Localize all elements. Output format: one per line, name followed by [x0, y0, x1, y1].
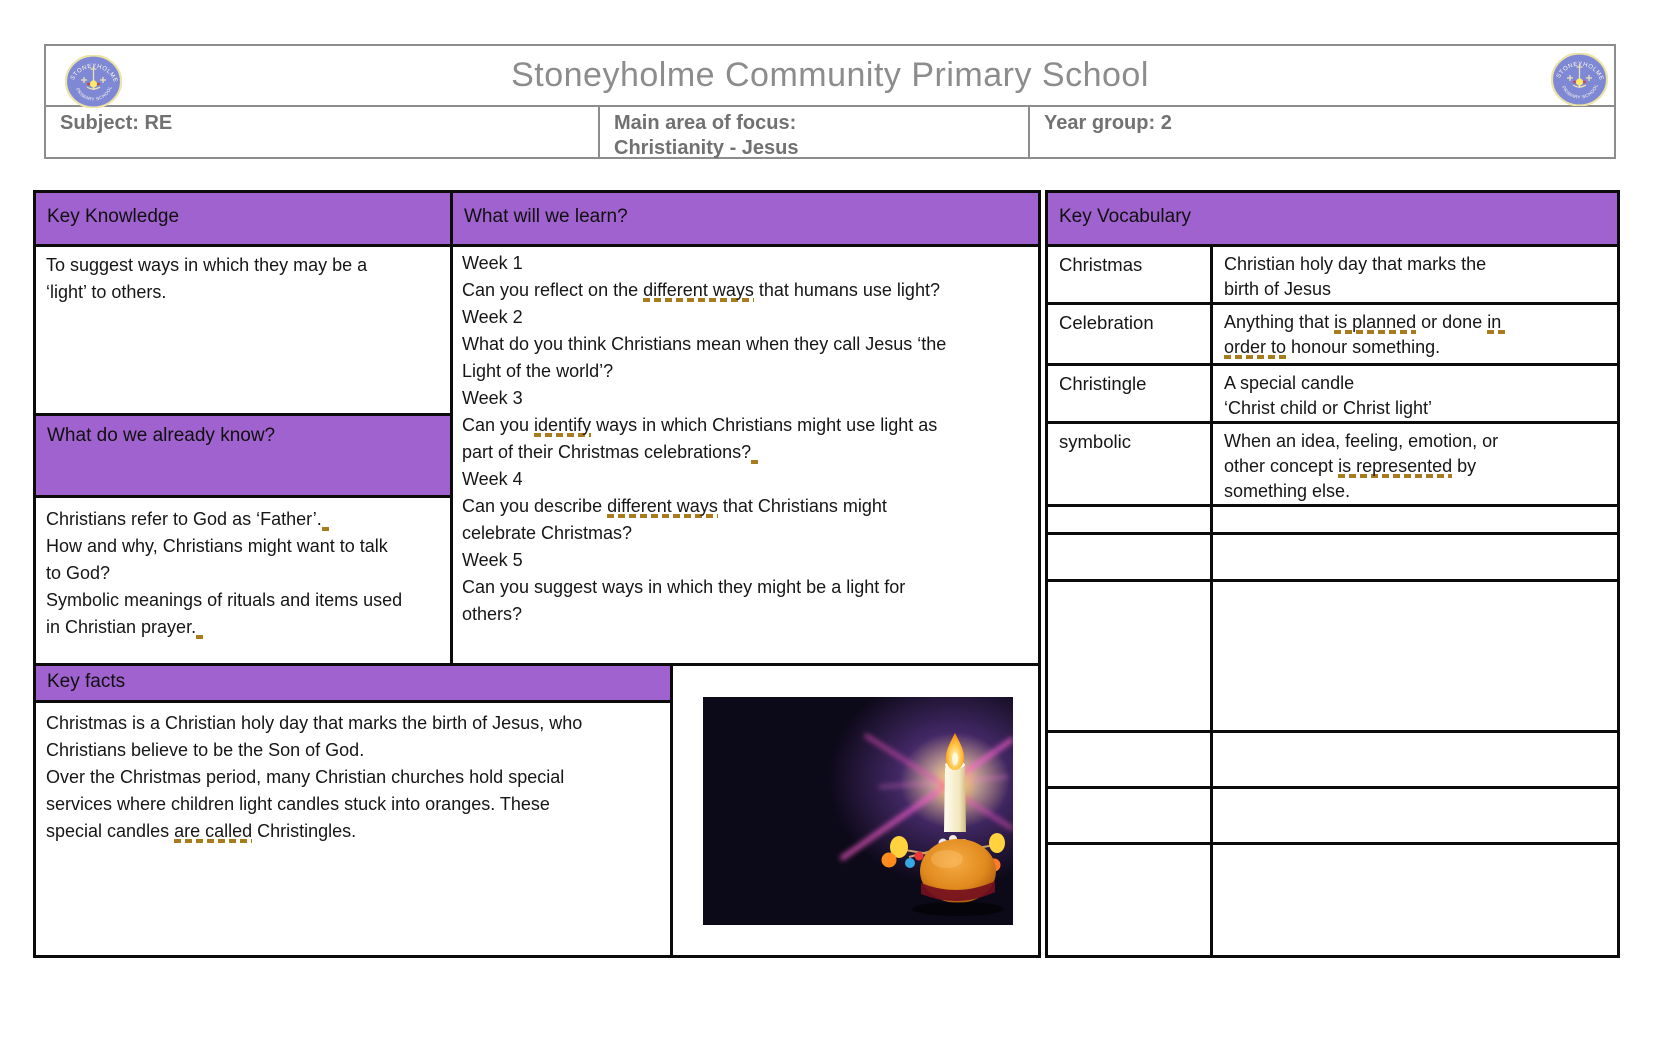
- grammar-dash-underline: different ways: [607, 496, 718, 516]
- text-line: Christians refer to God as ‘Father’.: [46, 506, 444, 533]
- text-line: Over the Christmas period, many Christian churches hold special: [46, 767, 565, 787]
- text-line: Light of the world’?: [462, 361, 614, 381]
- grammar-dash-underline: [322, 509, 332, 531]
- text-line: Symbolic meanings of rituals and items used: [46, 590, 403, 610]
- text-line: To suggest ways in which they may be a: [46, 255, 368, 275]
- grammar-dash-underline: is represented: [1338, 456, 1453, 476]
- text-line: Can you identify ways in which Christians might use light as: [462, 415, 938, 435]
- key-knowledge-header: Key Knowledge: [36, 193, 450, 244]
- vocab-rows: [1048, 244, 1617, 955]
- grammar-dash-underline: [751, 442, 761, 464]
- text-line: in Christian prayer.: [46, 614, 444, 641]
- christingle-image: [703, 697, 1013, 925]
- text-line: Week 5: [462, 550, 523, 570]
- text-line: Can you describe different ways that Christians might: [462, 496, 887, 516]
- vocab-definition: [1210, 535, 1617, 579]
- vocab-row-empty: [1048, 532, 1617, 579]
- svg-text:PRIMARY SCHOOL: PRIMARY SCHOOL: [74, 85, 113, 102]
- text-line: to God?: [46, 563, 111, 583]
- year-group-cell: Year group: 2: [1044, 112, 1172, 134]
- vocab-row-empty: [1048, 579, 1617, 730]
- text-line: part of their Christmas celebrations?: [462, 439, 1034, 466]
- vocab-row-empty: [1048, 730, 1617, 786]
- school-logo-right-icon: [1551, 53, 1608, 106]
- svg-text:STONEYHOLME: STONEYHOLME: [69, 63, 119, 84]
- vocab-term: [1048, 733, 1210, 786]
- text-line: Anything that is planned or done in: [1224, 312, 1507, 332]
- svg-text:STONEYHOLME: STONEYHOLME: [1555, 61, 1605, 82]
- vocab-header: Key Vocabulary: [1048, 193, 1617, 244]
- vocab-term: [1048, 535, 1210, 579]
- key-facts-body: [46, 710, 664, 845]
- header-meta-row: [46, 107, 1614, 157]
- school-name-title: Stoneyholme Community Primary School: [511, 56, 1149, 94]
- vocab-definition: [1210, 845, 1617, 955]
- vocab-row-empty: [1048, 842, 1617, 955]
- svg-text:PRIMARY SCHOOL: PRIMARY SCHOOL: [1560, 83, 1599, 100]
- vocab-term: [1048, 789, 1210, 842]
- text-line: Can you suggest ways in which they might be a light for: [462, 577, 906, 597]
- vocab-definition: [1210, 789, 1617, 842]
- text-line: Christians believe to be the Son of God.: [46, 740, 365, 760]
- table-border-col2: [1038, 190, 1041, 958]
- vocab-row: [1048, 244, 1617, 302]
- text-line: ‘light’ to others.: [46, 282, 167, 302]
- text-line: special candles are called Christingles.: [46, 821, 357, 841]
- focus-label: Main area of focus:: [614, 112, 797, 134]
- text-line: birth of Jesus: [1224, 279, 1332, 299]
- header-table: [44, 44, 1616, 159]
- already-know-header: What do we already know?: [36, 416, 450, 495]
- key-knowledge-body: [46, 252, 442, 306]
- vocab-definition: [1210, 366, 1617, 421]
- learn-header: What will we learn?: [453, 193, 1038, 244]
- vocab-definition: [1210, 247, 1617, 302]
- subject-cell: Subject: RE: [46, 107, 600, 157]
- vocab-term: [1048, 582, 1210, 730]
- text-line: others?: [462, 604, 523, 624]
- vocab-term: Christingle: [1059, 373, 1147, 394]
- vocab-definition: [1210, 424, 1617, 504]
- vocab-term: [1048, 507, 1210, 532]
- already-know-body: [46, 506, 444, 641]
- text-line: something else.: [1224, 481, 1351, 501]
- table-border-keyfacts-bottom: [33, 700, 673, 703]
- vocab-definition: [1210, 305, 1617, 363]
- table-border-know-bottom: [33, 495, 453, 498]
- vocab-row-empty: [1048, 786, 1617, 842]
- text-line: Week 4: [462, 469, 523, 489]
- key-facts-header: Key facts: [36, 666, 670, 700]
- vocab-definition: [1210, 582, 1617, 730]
- vocab-term: Celebration: [1059, 312, 1154, 333]
- focus-value: Christianity - Jesus: [614, 137, 799, 159]
- table-border-left: [33, 190, 36, 958]
- text-line: celebrate Christmas?: [462, 523, 633, 543]
- vocab-row: [1048, 363, 1617, 421]
- table-border-keyfacts-right: [670, 663, 673, 958]
- text-line: services where children light candles stuck into oranges. These: [46, 794, 550, 814]
- text-line: Can you reflect on the different ways that humans use light?: [462, 280, 940, 300]
- text-line: How and why, Christians might want to talk: [46, 536, 388, 556]
- text-line: What do you think Christians mean when they call Jesus ‘the: [462, 334, 947, 354]
- learn-body: [462, 250, 1034, 628]
- text-line: Week 2: [462, 307, 523, 327]
- text-line: Christian holy day that marks the: [1224, 254, 1487, 274]
- grammar-dash-underline: identify: [534, 415, 592, 435]
- vocab-table: [1045, 190, 1620, 958]
- text-line: ‘Christ child or Christ light’: [1224, 398, 1433, 418]
- text-line: other concept is represented by: [1224, 456, 1477, 476]
- vocab-definition: [1210, 733, 1617, 786]
- text-line: order to honour something.: [1224, 337, 1441, 357]
- table-border-bottom: [33, 955, 1041, 958]
- grammar-dash-underline: different ways: [643, 280, 754, 300]
- vocab-term: Christmas: [1059, 254, 1143, 275]
- text-line: A special candle: [1224, 373, 1355, 393]
- vocab-row: [1048, 302, 1617, 363]
- text-line: Christmas is a Christian holy day that marks the birth of Jesus, who: [46, 713, 583, 733]
- header-title-row: [46, 46, 1614, 107]
- vocab-term: symbolic: [1059, 431, 1131, 452]
- grammar-dash-underline: order to: [1224, 337, 1287, 357]
- focus-cell: [600, 107, 1030, 157]
- table-border-header-bottom: [33, 244, 1041, 247]
- text-line: When an idea, feeling, emotion, or: [1224, 431, 1499, 451]
- text-line: Week 1: [462, 253, 523, 273]
- grammar-dash-underline: are called: [174, 821, 253, 841]
- grammar-dash-underline: is planned: [1334, 312, 1417, 332]
- text-line: Week 3: [462, 388, 523, 408]
- vocab-definition: [1210, 507, 1617, 532]
- table-border-col1: [450, 190, 453, 666]
- grammar-dash-underline: [196, 617, 206, 639]
- vocab-row-empty: [1048, 504, 1617, 532]
- vocab-row: [1048, 421, 1617, 504]
- vocab-term: [1048, 845, 1210, 955]
- grammar-dash-underline: in: [1487, 312, 1507, 332]
